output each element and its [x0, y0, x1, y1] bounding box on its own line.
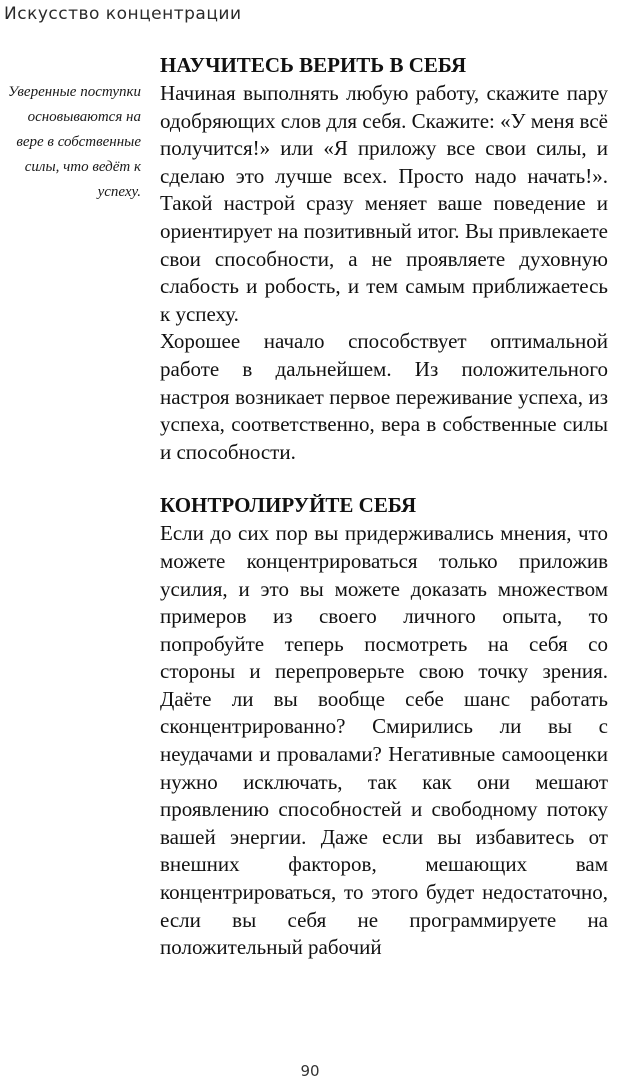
section-heading-control: КОНТРОЛИРУЙТЕ СЕБЯ	[160, 493, 417, 518]
paragraph: Начиная выполнять любую работу, скажите пару одобряющих слов для себя. Скажите: «У меня всё получится!» или «Я приложу все свои силы, и сделаю это лучше всех. Просто надо начать!». Такой настрой сразу меняет ваше поведение и ориентирует на позитивный итог. Вы привлекаете свои способности, а не проявляете духовную слабость и робость, и тем самым приближаетесь к успеху.	[160, 81, 608, 326]
page-number: 90	[300, 1062, 320, 1080]
main-text	[160, 50, 608, 962]
paragraph: Хорошее начало способствует оптимальной работе в дальнейшем. Из положительного настроя возникает первое переживание успеха, из успеха, соответственно, вера в собственные силы и способности.	[160, 329, 608, 464]
running-head: Искусство концентрации	[4, 4, 242, 24]
paragraph: Если до сих пор вы придерживались мнения, что можете концентрироваться только приложив усилия, и это вы можете доказать множеством примеров из своего личного опыта, то попробуйте теперь посмотреть на себя со стороны и перепроверьте свою точку зрения. Даёте ли вы вообще себе шанс работать сконцентрированно? Смирились ли вы с неудачами и провалами? Негативные самооценки нужно исключать, так как они мешают проявлению способностей и свободному потоку вашей энергии. Даже если вы избавитесь от внешних факторов, мешающих вам концентрироваться, то этого будет недостаточно, если вы себя не программируете на положительный рабочий	[160, 521, 608, 960]
section-heading-believe: НАУЧИТЕСЬ ВЕРИТЬ В СЕБЯ	[160, 53, 467, 77]
margin-note: Уверенные поступки основываются на вере в собственные силы, что ведёт к успеху.	[8, 84, 141, 200]
